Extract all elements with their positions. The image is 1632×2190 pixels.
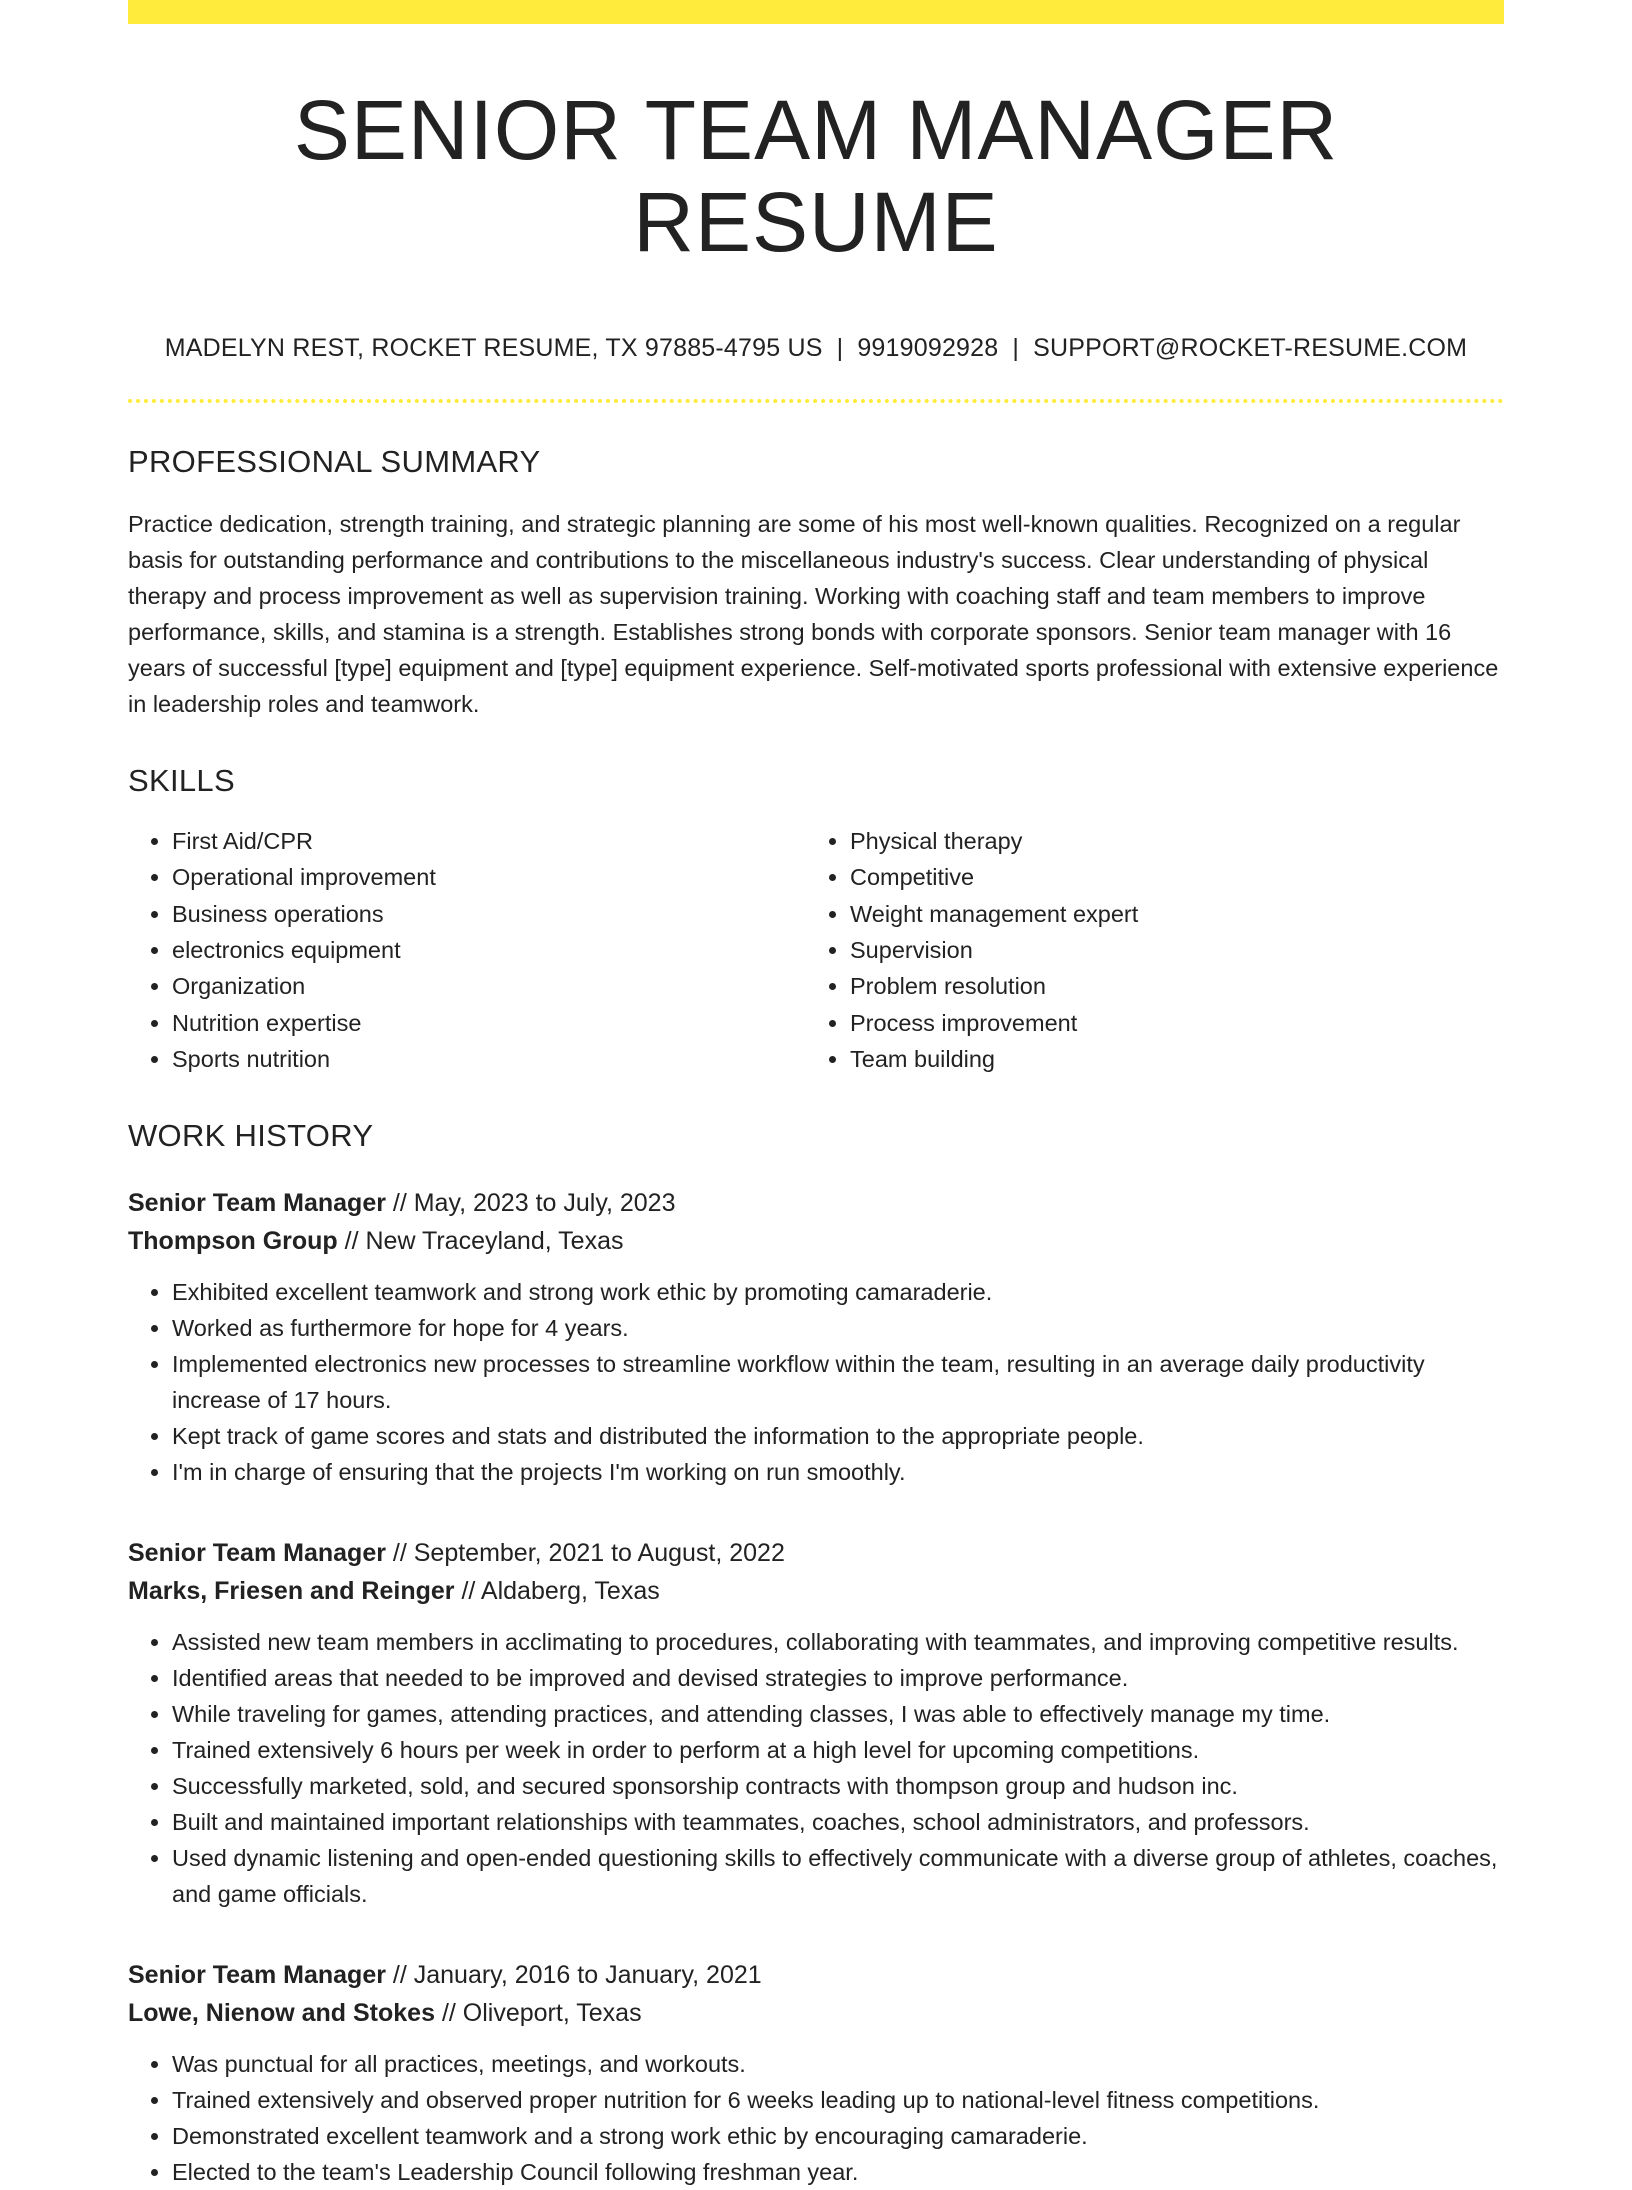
job-dates: // January, 2016 to January, 2021 [385,1961,762,1990]
job-bullet: • Elected to the team's Leadership Council following freshman year. [172,2154,1504,2190]
job-bullet: • While traveling for games, attending practices, and attending classes, I was able to effectively manage my time. [172,1696,1504,1732]
skill-item: • Process improvement [850,1005,1484,1041]
work-history-heading: WORK HISTORY [128,1118,374,1154]
job-company-line [128,1994,1504,2032]
skill-item: • First Aid/CPR [172,823,806,859]
job-bullet: • Demonstrated excellent teamwork and a strong work ethic by encouraging camaraderie. [172,2118,1504,2154]
skill-item: • Organization [172,968,806,1004]
job-bullet: • Trained extensively 6 hours per week in order to perform at a high level for upcoming competitions. [172,1732,1504,1768]
contact-address: MADELYN REST, ROCKET RESUME, TX 97885-4795 US [164,333,823,362]
job-entry [128,1184,1504,1490]
job-bullets [128,1624,1504,1912]
summary-heading: PROFESSIONAL SUMMARY [128,443,541,479]
job-company-line [128,1572,1504,1610]
skills-grid [128,823,1504,1077]
contact-phone: 9919092928 [857,333,999,362]
skills-right-column [806,823,1484,1077]
job-bullet: • Kept track of game scores and stats and distributed the information to the appropriate people. [172,1418,1504,1454]
top-accent-bar [128,0,1504,24]
job-bullet: • Trained extensively and observed proper nutrition for 6 weeks leading up to national-level fitness competitions. [172,2082,1504,2118]
skill-item: • Nutrition expertise [172,1005,806,1041]
skills-heading: SKILLS [128,762,235,798]
job-company: Marks, Friesen and Reinger [128,1577,455,1606]
job-role-line [128,1956,1504,1994]
job-role: Senior Team Manager [128,1961,386,1990]
job-location: // Aldaberg, Texas [454,1577,660,1606]
skills-left-column [128,823,806,1077]
job-bullets [128,1274,1504,1490]
job-role-line [128,1184,1504,1222]
job-bullet: • Was punctual for all practices, meetings, and workouts. [172,2046,1504,2082]
job-company: Thompson Group [128,1227,338,1256]
job-company-line [128,1222,1504,1260]
contact-separator: | [836,333,844,362]
job-bullet: • I'm in charge of ensuring that the projects I'm working on run smoothly. [172,1454,1504,1490]
job-bullet: • Identified areas that needed to be improved and devised strategies to improve performance. [172,1660,1504,1696]
skill-item: • Team building [850,1041,1484,1077]
job-bullet: • Built and maintained important relationships with teammates, coaches, school administrators, and professors. [172,1804,1504,1840]
summary-text: Practice dedication, strength training, and strategic planning are some of his most well-known qualities. Recognized on a regular basis for outstanding performance and contributions to the miscellaneous industry's success. Clear understanding of physical therapy and process improvement as well as supervision training. Working with coaching staff and team members to improve performance, skills, and stamina is a strength. Establishes strong bonds with corporate sponsors. Senior team manager with 16 years of successful [type] equipment and [type] equipment experience. Self-motivated sports professional with extensive experience in leadership roles and teamwork. [128,510,1499,717]
job-role: Senior Team Manager [128,1539,386,1568]
contact-separator: | [1012,333,1020,362]
job-company: Lowe, Nienow and Stokes [128,1999,435,2028]
resume-page [128,0,1504,2190]
job-entry [128,1534,1504,1912]
skill-item: • Problem resolution [850,968,1484,1004]
job-location: // New Traceyland, Texas [337,1227,624,1256]
skill-item: • Physical therapy [850,823,1484,859]
job-role: Senior Team Manager [128,1189,386,1218]
job-bullet: • Used dynamic listening and open-ended questioning skills to effectively communicate with a diverse group of athletes, coaches, and game officials. [172,1840,1504,1912]
skill-item: • Competitive [850,859,1484,895]
contact-line [128,333,1504,363]
job-bullet: • Implemented electronics new processes to streamline workflow within the team, resulting in an average daily productivity increase of 17 hours. [172,1346,1504,1418]
job-dates: // May, 2023 to July, 2023 [385,1189,676,1218]
skill-item: • Business operations [172,896,806,932]
job-role-line [128,1534,1504,1572]
job-bullet: • Successfully marketed, sold, and secured sponsorship contracts with thompson group and hudson inc. [172,1768,1504,1804]
job-location: // Oliveport, Texas [435,1999,642,2028]
skill-item: • Operational improvement [172,859,806,895]
job-bullet: • Exhibited excellent teamwork and strong work ethic by promoting camaraderie. [172,1274,1504,1310]
job-bullets [128,2046,1504,2190]
skill-item: • Supervision [850,932,1484,968]
contact-email: SUPPORT@ROCKET-RESUME.COM [1033,333,1468,362]
job-bullet: • Assisted new team members in acclimating to procedures, collaborating with teammates, and improving competitive results. [172,1624,1504,1660]
skill-item: • electronics equipment [172,932,806,968]
job-entry [128,1956,1504,2190]
skill-item: • Weight management expert [850,896,1484,932]
resume-title: SENIOR TEAM MANAGER RESUME [293,83,1339,270]
skill-item: • Sports nutrition [172,1041,806,1077]
dotted-divider [128,399,1504,403]
job-dates: // September, 2021 to August, 2022 [385,1539,785,1568]
job-bullet: • Worked as furthermore for hope for 4 years. [172,1310,1504,1346]
